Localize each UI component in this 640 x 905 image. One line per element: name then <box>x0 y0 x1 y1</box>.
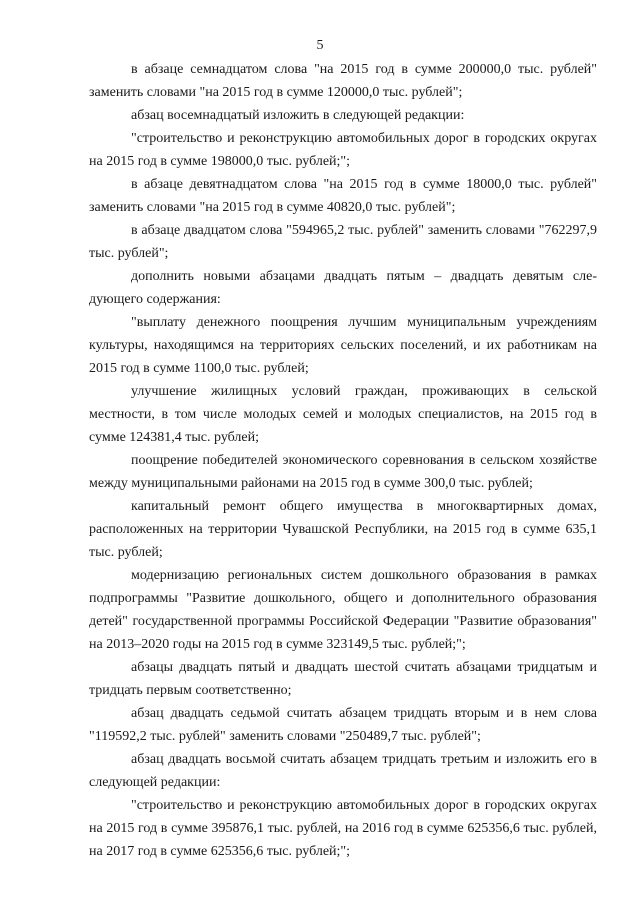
paragraph: поощрение победителей экономического соревнования в сельском хозяйстве между муниципальными районами на 2015 год в сумме 300,0 тыс. рублей; <box>89 453 597 491</box>
paragraph: "строительство и реконструкцию автомобильных дорог в городских округах на 2015 год в сумме 395876,1 тыс. рублей, на 2016 год в сумме 625356,6 тыс. рублей, на 2017 год в сумме 625356,6 тыс. рублей;"; <box>89 798 597 859</box>
paragraph: "выплату денежного поощрения лучшим муниципальным учреждениям культуры, находящимся на территориях сельских поселений, и их работникам на 2015 год в сумме 1100,0 тыс. рублей; <box>89 315 597 376</box>
paragraph: абзацы двадцать пятый и двадцать шестой считать абзацами тридцатым и тридцать первым соответственно; <box>89 660 597 698</box>
paragraph: улучшение жилищных условий граждан, проживающих в сельской местности, в том числе молодых семей и молодых специалистов, на 2015 год в сумме 124381,4 тыс. рублей; <box>89 384 597 445</box>
paragraph: абзац двадцать восьмой считать абзацем тридцать третьим и изложить его в следующей редакции: <box>89 752 597 790</box>
paragraph: в абзаце девятнадцатом слова "на 2015 год в сумме 18000,0 тыс. рублей" заменить словами "на 2015 год в сумме 40820,0 тыс. рублей"; <box>89 177 597 215</box>
paragraph: "строительство и реконструкцию автомобильных дорог в городских округах на 2015 год в сумме 198000,0 тыс. рублей;"; <box>89 131 597 169</box>
paragraph: капитальный ремонт общего имущества в многоквартирных домах, расположенных на территории Чувашской Республики, на 2015 год в сумме 635,1 тыс. рублей; <box>89 499 597 560</box>
paragraph: абзац двадцать седьмой считать абзацем тридцать вторым и в нем слова "119592,2 тыс. рублей" заменить словами "250489,7 тыс. рублей"; <box>89 706 597 744</box>
paragraph: дополнить новыми абзацами двадцать пятым – двадцать девятым следующего содержания: <box>89 269 597 307</box>
paragraph: модернизацию региональных систем дошкольного образования в рамках подпрограммы "Развитие дошкольного, общего и дополнительного образования детей" государственной программы Российской Федерации "Развитие образования" на 2013–2020 годы на 2015 год в сумме 323149,5 тыс. рублей;"; <box>89 568 597 652</box>
paragraph: в абзаце двадцатом слова "594965,2 тыс. рублей" заменить словами "762297,9 тыс. рублей"; <box>89 223 597 261</box>
paragraph: в абзаце семнадцатом слова "на 2015 год в сумме 200000,0 тыс. рублей" заменить словами "на 2015 год в сумме 120000,0 тыс. рублей"; <box>89 62 597 100</box>
page-number: 5 <box>316 38 324 53</box>
document-body <box>89 58 597 863</box>
paragraph: абзац восемнадцатый изложить в следующей редакции: <box>131 108 465 123</box>
